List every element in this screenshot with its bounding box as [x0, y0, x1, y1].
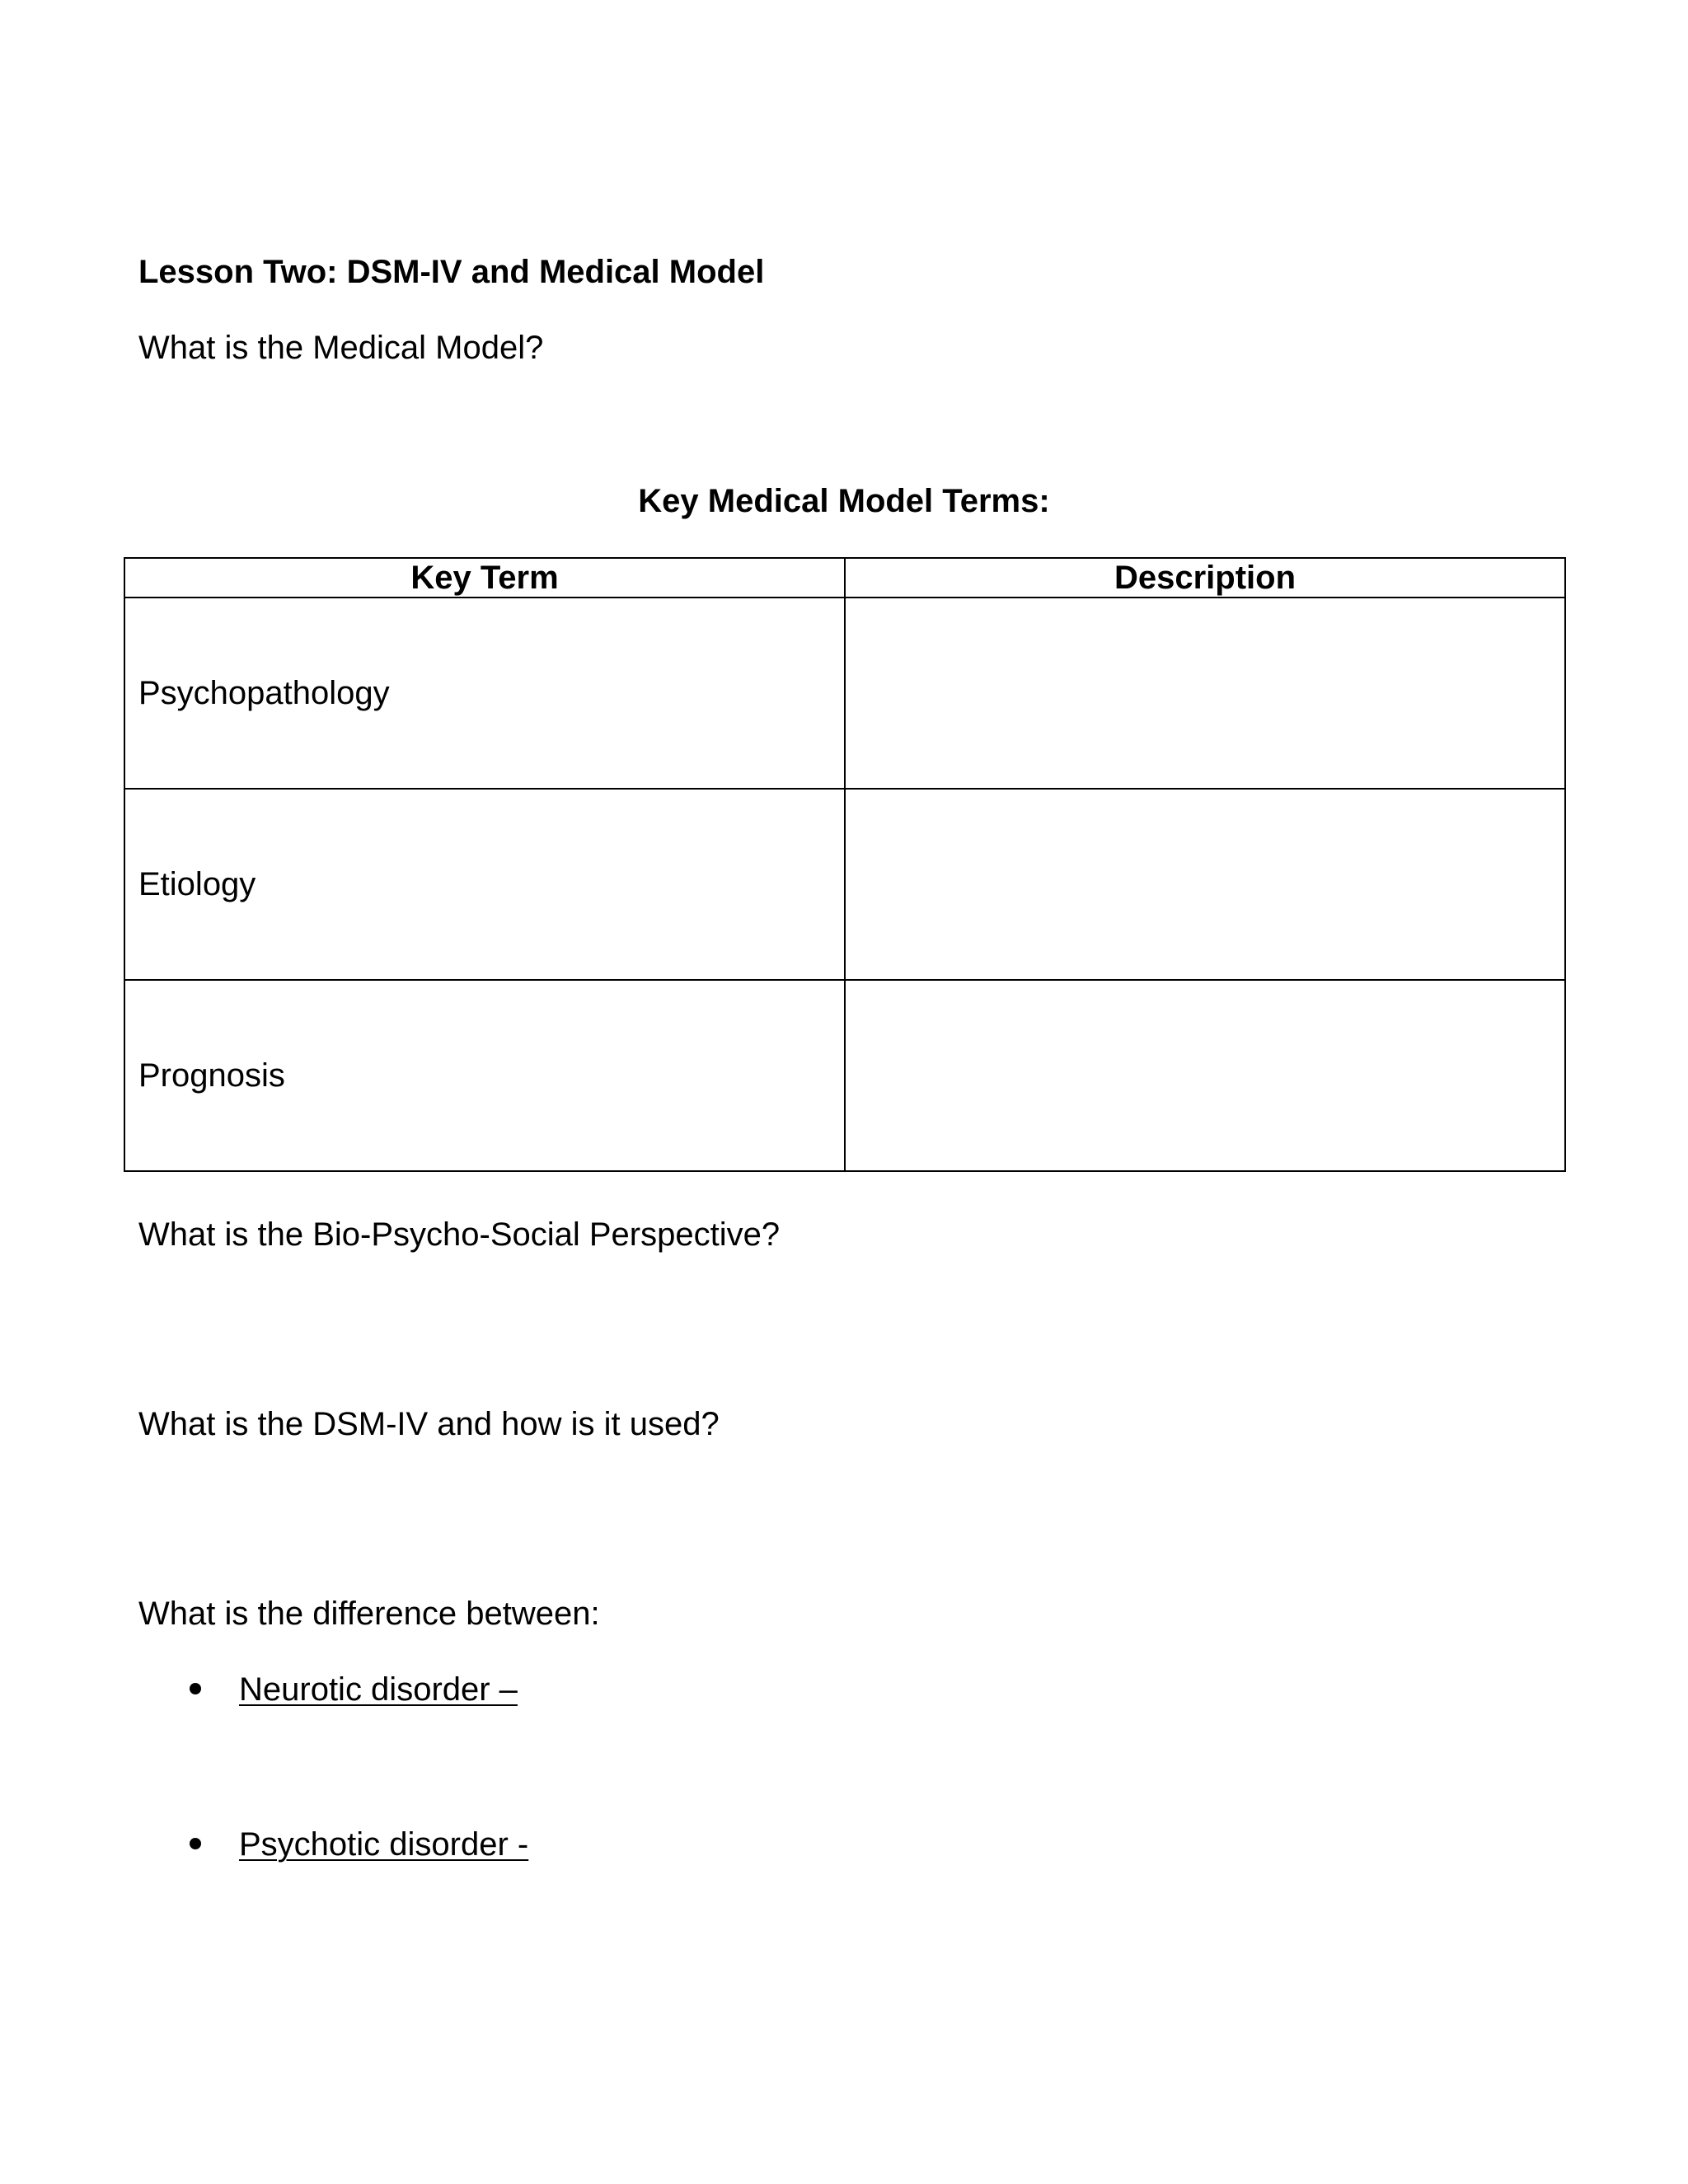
list-item [186, 1828, 528, 1861]
description-cell [845, 789, 1565, 980]
disorder-list [186, 1673, 528, 1983]
term-cell: Psychopathology [124, 598, 845, 789]
header-key-term: Key Term [124, 558, 845, 598]
lesson-title: Lesson Two: DSM-IV and Medical Model [138, 254, 765, 290]
key-terms-table [124, 557, 1566, 1172]
table-row [124, 789, 1565, 980]
bullet-icon [190, 1838, 201, 1849]
bullet-neurotic: Neurotic disorder – [239, 1671, 518, 1708]
question-bio-psycho-social: What is the Bio-Psycho-Social Perspective? [138, 1216, 781, 1253]
table-heading: Key Medical Model Terms: [638, 483, 1050, 519]
question-dsm: What is the DSM-IV and how is it used? [138, 1406, 720, 1442]
description-cell [845, 598, 1565, 789]
list-item [186, 1673, 528, 1706]
table-row [124, 980, 1565, 1171]
term-cell: Etiology [124, 789, 845, 980]
term-cell: Prognosis [124, 980, 845, 1171]
table-row [124, 598, 1565, 789]
question-medical-model: What is the Medical Model? [138, 330, 544, 366]
table-header-row [124, 558, 1565, 598]
bullet-psychotic: Psychotic disorder - [239, 1826, 529, 1863]
description-cell [845, 980, 1565, 1171]
question-difference: What is the difference between: [138, 1596, 600, 1632]
header-description: Description [845, 558, 1565, 598]
bullet-icon [190, 1683, 201, 1694]
